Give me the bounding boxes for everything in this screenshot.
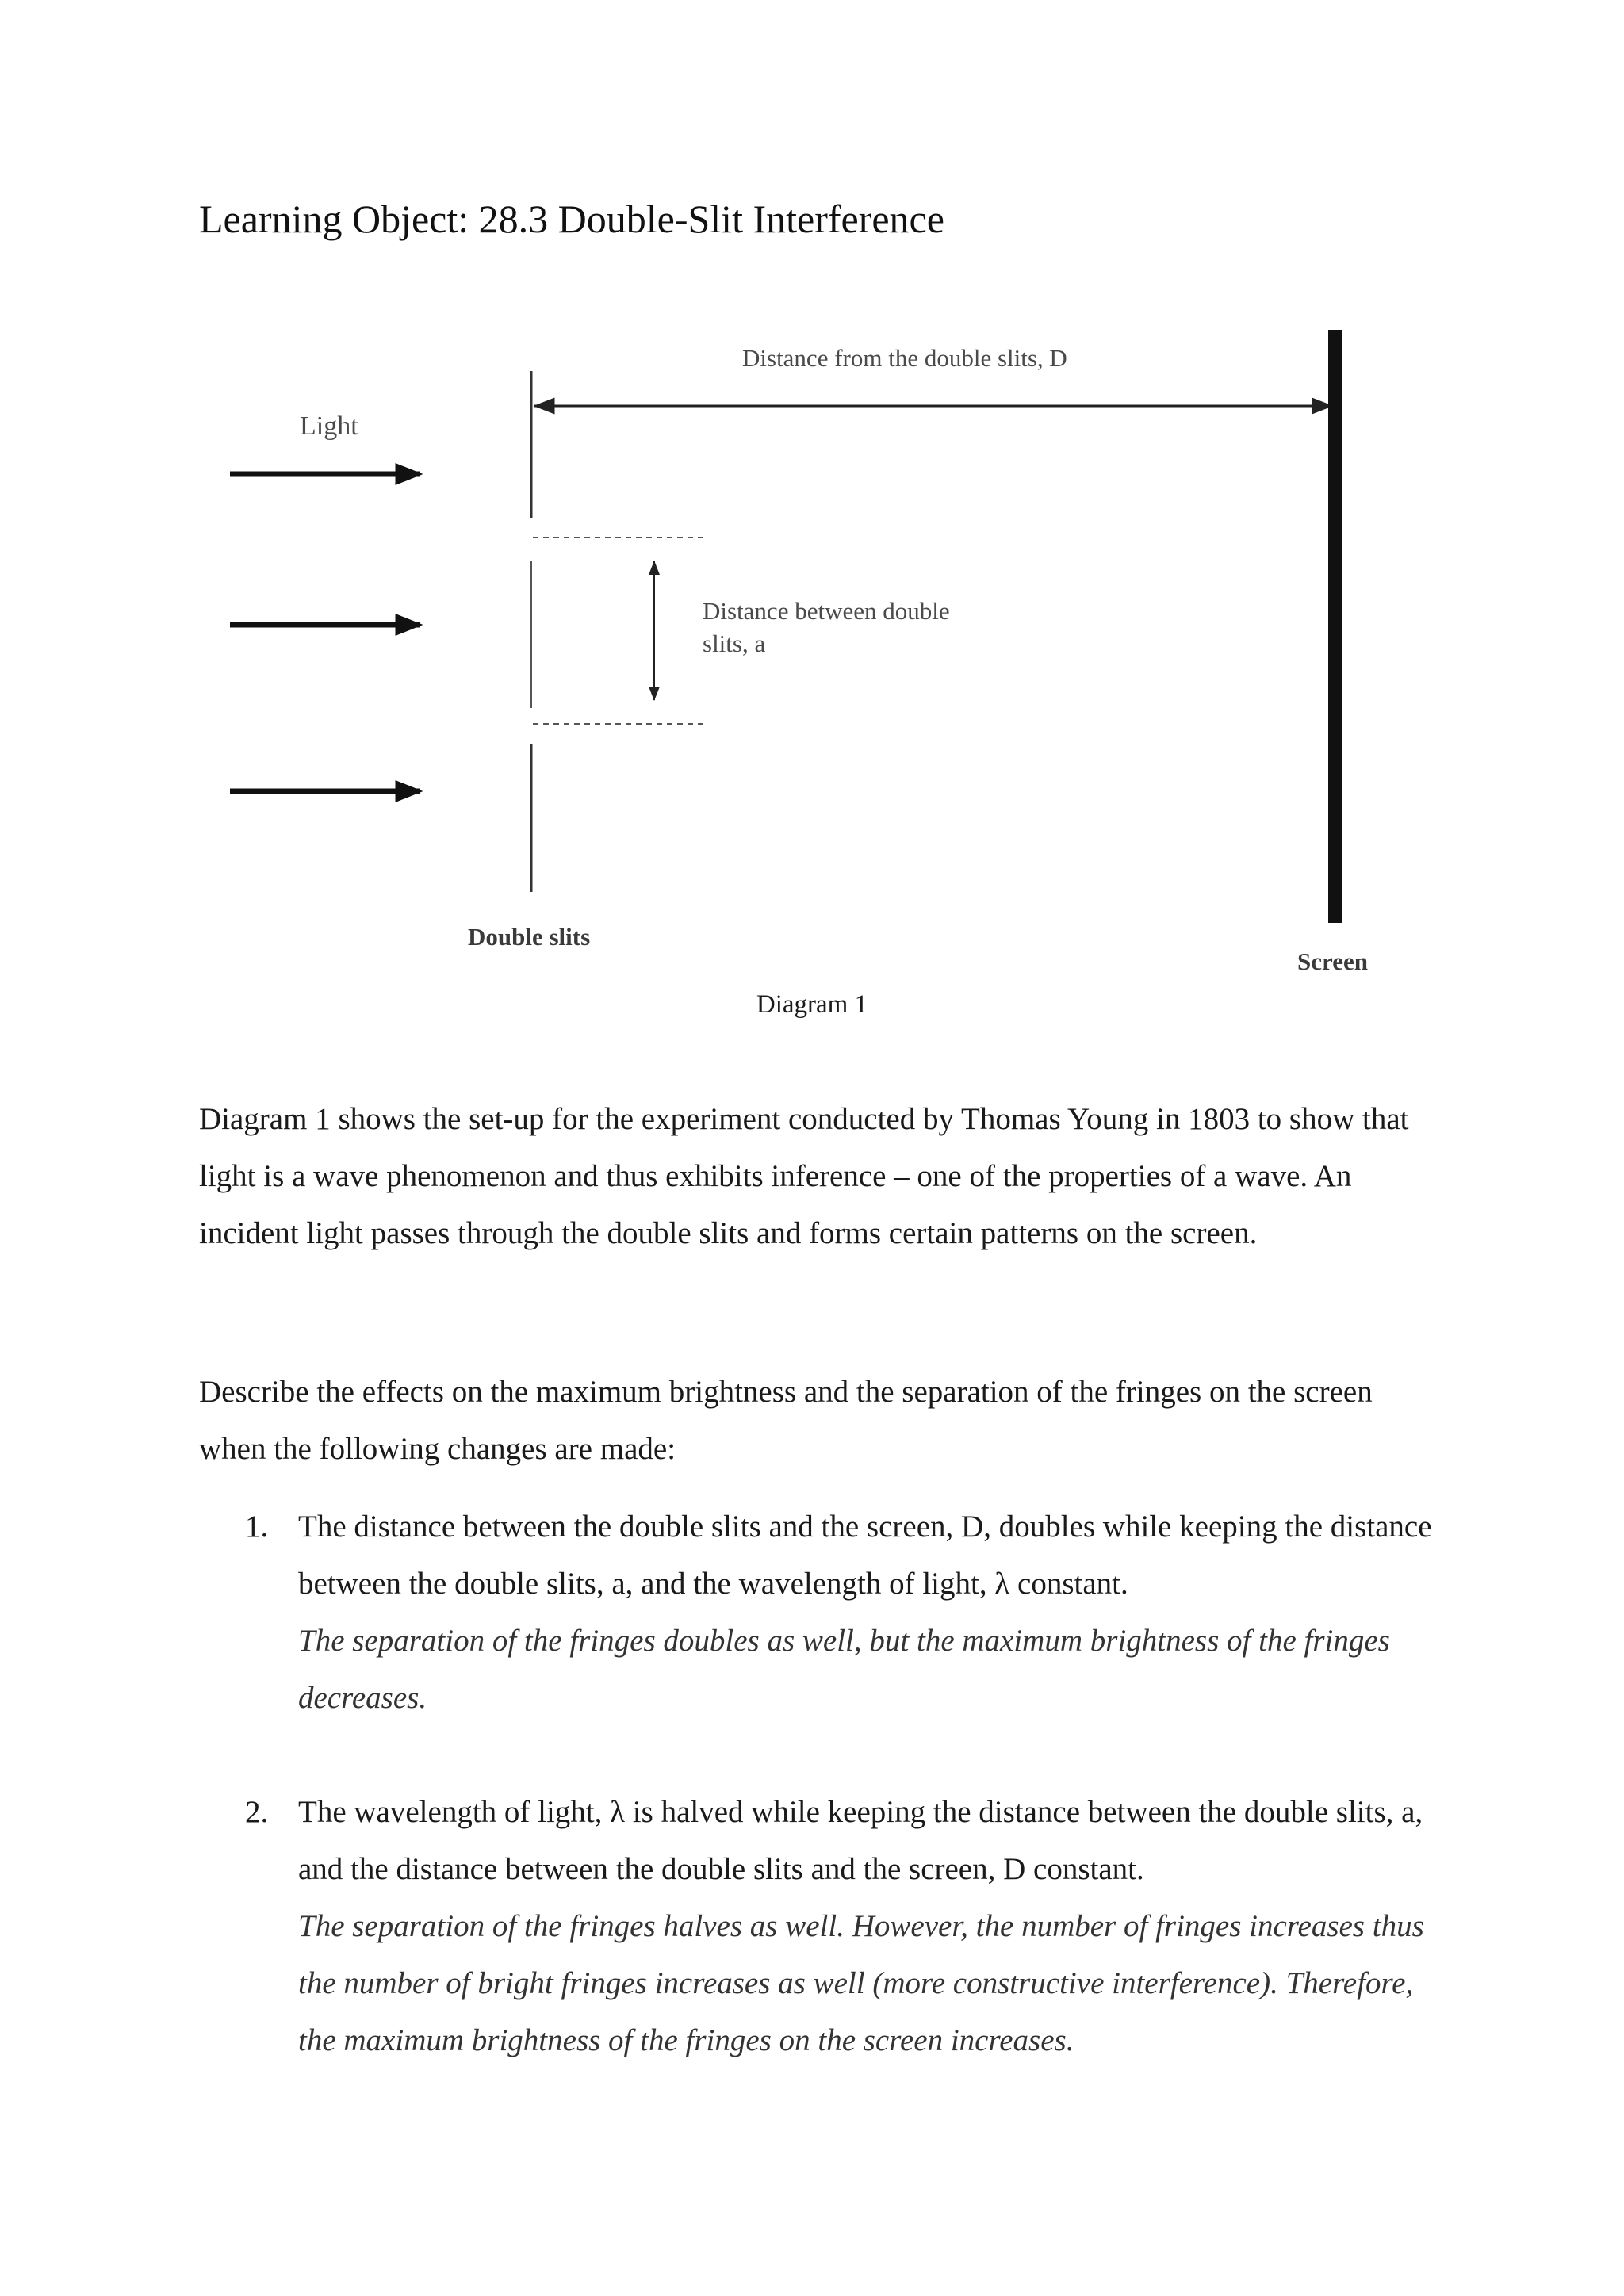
distance-d-label: Distance from the double slits, D <box>742 344 1067 372</box>
answer-text: The separation of the fringes doubles as well, but the maximum brightness of the fringes decreases. <box>298 1624 1390 1715</box>
prompt-paragraph: Describe the effects on the maximum brightness and the separation of the fringes on the screen when the following changes are made: <box>199 1375 1373 1466</box>
answer-text: The separation of the fringes halves as well. However, the number of fringes increases thus the number of bright fringes increases as well (more constructive interference). Therefore, the maximum brightness of the fringes on the screen increases. <box>298 1909 1424 2057</box>
question-number: 2. <box>245 1795 269 1829</box>
double-slits-label: Double slits <box>468 923 591 951</box>
question-text: The distance between the double slits and the screen, D, doubles while keeping the distance between the double slits, a, and the wavelength of light, λ constant. <box>298 1510 1432 1601</box>
question-number: 1. <box>245 1510 269 1544</box>
document-title: Learning Object: 28.3 Double-Slit Interference <box>199 197 944 241</box>
diagram-caption: Diagram 1 <box>756 990 868 1019</box>
distance-a-label: Distance between double <box>703 597 950 625</box>
question-list <box>199 1498 1436 2069</box>
distance-a-label: slits, a <box>703 629 766 657</box>
screen-label: Screen <box>1297 947 1368 975</box>
screen-bar <box>1328 330 1342 923</box>
double-slit-diagram <box>0 301 1624 983</box>
intro-paragraph: Diagram 1 shows the set-up for the experiment conducted by Thomas Young in 1803 to show that light is a wave phenomenon and thus exhibits inference – one of the properties of a wave. An incident light passes through the double slits and forms certain patterns on the screen. <box>199 1102 1409 1250</box>
list-item <box>199 1784 1436 2069</box>
light-label: Light <box>300 411 358 441</box>
question-text: The wavelength of light, λ is halved while keeping the distance between the double slits, a, and the distance between the double slits and the screen, D constant. <box>298 1795 1423 1886</box>
list-item <box>199 1498 1436 1727</box>
